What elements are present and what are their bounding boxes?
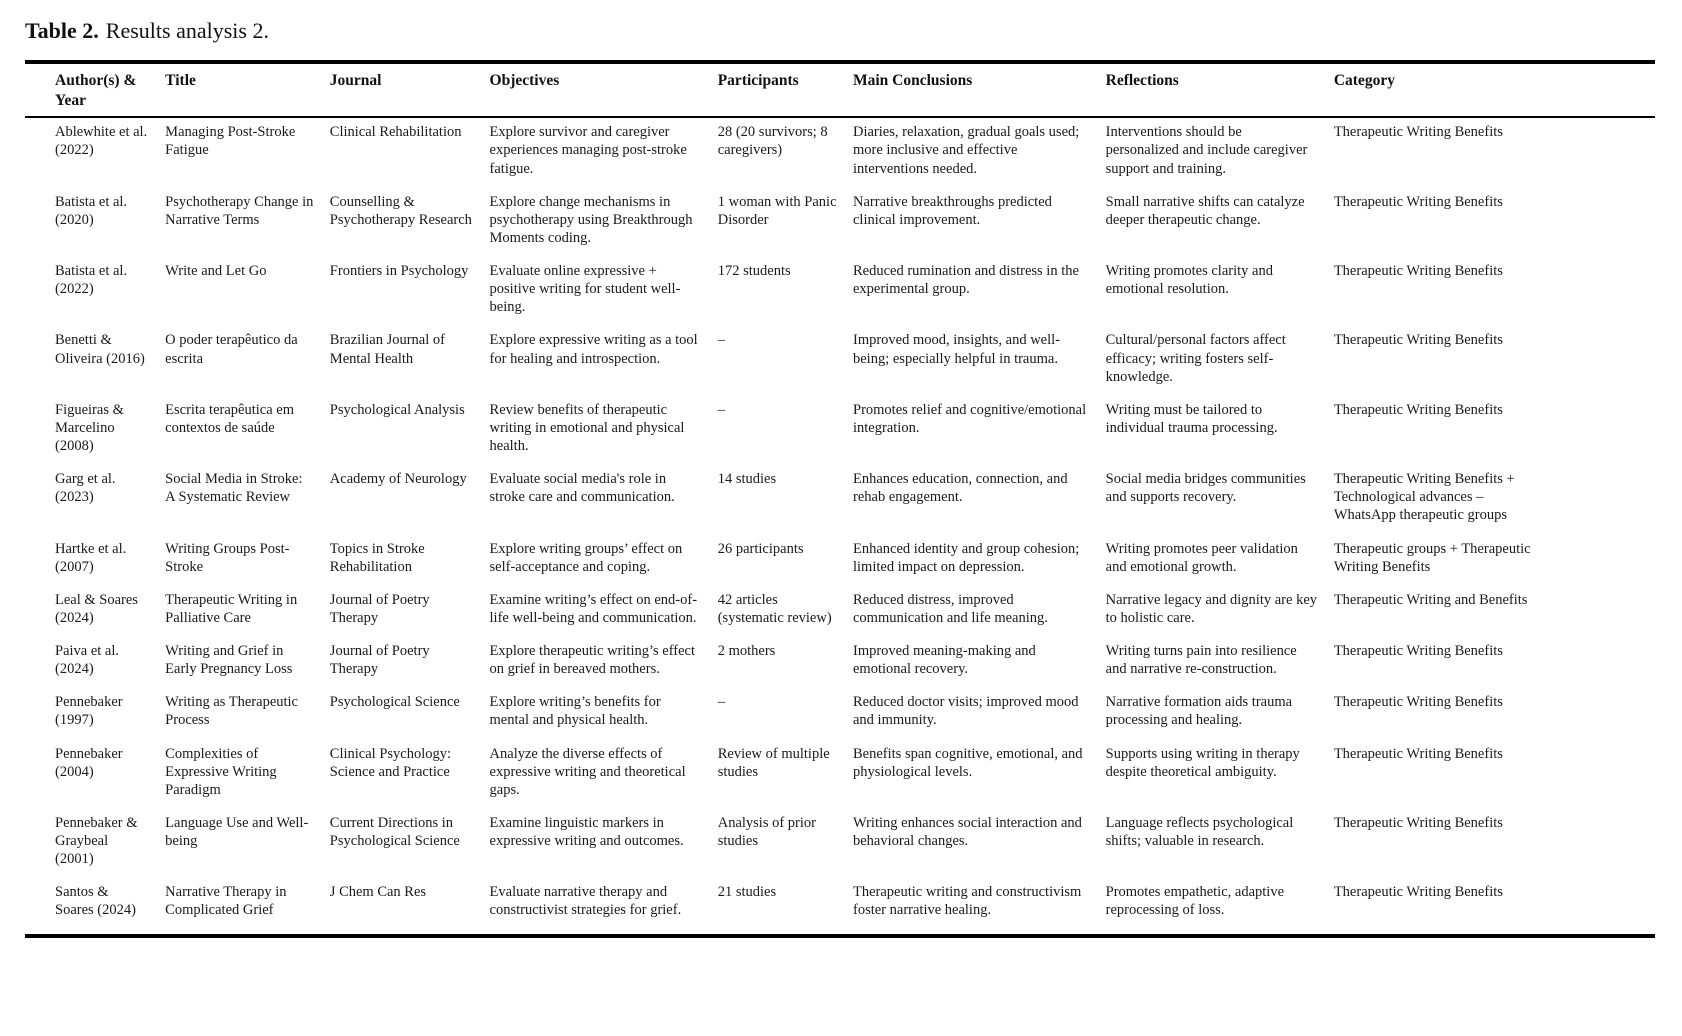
cell-conclusions: Improved meaning-making and emotional recovery. <box>853 643 1036 678</box>
table-caption <box>25 18 1655 44</box>
cell-objectives: Explore writing’s benefits for mental and physical health. <box>489 694 661 729</box>
cell-category: Therapeutic Writing Benefits <box>1333 814 1503 831</box>
cell-journal: Academy of Neurology <box>329 471 467 488</box>
table-row <box>25 188 1655 257</box>
cell-participants: – <box>717 694 725 711</box>
header-row <box>25 62 1655 117</box>
column-header-conclusions: Main Conclusions <box>853 62 1106 117</box>
cell-author: Ablewhite et al. (2022) <box>55 124 148 159</box>
table-row <box>25 117 1655 187</box>
cell-reflections: Promotes empathetic, adaptive reprocessing of loss. <box>1105 884 1285 919</box>
cell-author: Hartke et al. (2007) <box>55 540 127 575</box>
cell-conclusions: Promotes relief and cognitive/emotional integration. <box>853 401 1087 436</box>
cell-objectives: Explore therapeutic writing’s effect on grief in bereaved mothers. <box>489 643 696 678</box>
cell-participants: 28 (20 survivors; 8 caregivers) <box>717 124 828 159</box>
cell-participants: 26 participants <box>717 540 804 557</box>
column-header-title: Title <box>165 62 330 117</box>
table-row <box>25 740 1655 809</box>
cell-conclusions: Benefits span cognitive, emotional, and physiological levels. <box>853 745 1083 780</box>
cell-author: Benetti & Oliveira (2016) <box>55 332 145 367</box>
cell-journal: Journal of Poetry Therapy <box>329 591 430 626</box>
cell-conclusions: Improved mood, insights, and well-being; especially helpful in trauma. <box>853 332 1061 367</box>
table-body <box>25 117 1655 935</box>
cell-title: Escrita terapêutica em contextos de saúde <box>165 401 294 436</box>
cell-objectives: Review benefits of therapeutic writing in emotional and physical health. <box>489 401 685 455</box>
cell-title: Language Use and Well-being <box>165 814 309 850</box>
cell-conclusions: Writing enhances social interaction and behavioral changes. <box>853 814 1082 850</box>
column-header-objectives: Objectives <box>490 62 718 117</box>
caption-text: Results analysis 2. <box>105 18 269 43</box>
cell-objectives: Examine writing’s effect on end-of-life well-being and communication. <box>489 591 698 626</box>
cell-participants: Review of multiple studies <box>717 745 830 780</box>
cell-journal: Frontiers in Psychology <box>329 263 469 280</box>
cell-author: Figueiras & Marcelino (2008) <box>55 401 124 455</box>
cell-reflections: Social media bridges communities and supports recovery. <box>1105 471 1306 506</box>
cell-author: Pennebaker (1997) <box>55 694 123 729</box>
cell-title: Writing Groups Post-Stroke <box>165 540 290 575</box>
table-row <box>25 465 1655 534</box>
cell-author: Batista et al. (2020) <box>55 193 128 228</box>
table-row <box>25 586 1655 637</box>
cell-objectives: Evaluate online expressive + positive writing for student well-being. <box>489 263 681 316</box>
cell-author: Leal & Soares (2024) <box>55 591 138 626</box>
cell-reflections: Cultural/personal factors affect efficacy; writing fosters self-knowledge. <box>1105 332 1286 385</box>
cell-title: Writing as Therapeutic Process <box>165 694 298 729</box>
cell-journal: Journal of Poetry Therapy <box>329 643 430 678</box>
cell-title: Writing and Grief in Early Pregnancy Loss <box>165 643 293 678</box>
cell-journal: Clinical Psychology: Science and Practice <box>329 745 452 780</box>
cell-objectives: Evaluate social media's role in stroke care and communication. <box>489 471 675 506</box>
cell-reflections: Writing promotes peer validation and emotional growth. <box>1105 540 1298 575</box>
table-row <box>25 326 1655 395</box>
cell-category: Therapeutic Writing Benefits <box>1333 124 1503 141</box>
cell-objectives: Explore expressive writing as a tool for healing and introspection. <box>489 332 698 367</box>
column-header-journal: Journal <box>330 62 490 117</box>
table-row <box>25 257 1655 326</box>
table-header <box>25 62 1655 117</box>
cell-reflections: Interventions should be personalized and include caregiver support and training. <box>1105 124 1308 177</box>
cell-conclusions: Therapeutic writing and constructivism foster narrative healing. <box>853 884 1082 919</box>
cell-participants: 172 students <box>717 263 791 280</box>
cell-conclusions: Reduced doctor visits; improved mood and immunity. <box>853 694 1079 729</box>
cell-title: Complexities of Expressive Writing Paradigm <box>165 745 277 798</box>
cell-objectives: Explore writing groups’ effect on self-acceptance and coping. <box>489 540 683 575</box>
cell-reflections: Supports using writing in therapy despite theoretical ambiguity. <box>1105 745 1300 780</box>
cell-participants: Analysis of prior studies <box>717 814 816 850</box>
table-row <box>25 878 1655 935</box>
cell-author: Pennebaker & Graybeal (2001) <box>55 814 138 868</box>
cell-participants: – <box>717 332 725 349</box>
table-row <box>25 688 1655 739</box>
cell-title: Therapeutic Writing in Palliative Care <box>165 591 298 626</box>
table-row <box>25 809 1655 878</box>
cell-participants: 14 studies <box>717 471 777 488</box>
cell-journal: Current Directions in Psychological Science <box>329 814 460 850</box>
cell-title: O poder terapêutico da escrita <box>165 332 298 367</box>
results-table <box>25 60 1655 938</box>
cell-category: Therapeutic Writing Benefits <box>1333 263 1503 280</box>
cell-category: Therapeutic groups + Therapeutic Writing Benefits <box>1333 540 1531 575</box>
cell-author: Paiva et al. (2024) <box>55 643 120 678</box>
cell-objectives: Analyze the diverse effects of expressive writing and theoretical gaps. <box>489 745 686 798</box>
cell-objectives: Examine linguistic markers in expressive writing and outcomes. <box>489 814 684 850</box>
cell-reflections: Narrative legacy and dignity are key to holistic care. <box>1105 591 1318 626</box>
cell-journal: Brazilian Journal of Mental Health <box>329 332 445 367</box>
cell-reflections: Writing must be tailored to individual trauma processing. <box>1105 401 1278 436</box>
cell-journal: Clinical Rehabilitation <box>329 124 462 141</box>
cell-reflections: Writing promotes clarity and emotional resolution. <box>1105 263 1273 298</box>
caption-label: Table 2. <box>25 18 99 43</box>
cell-participants: 42 articles (systematic review) <box>717 591 832 626</box>
cell-title: Psychotherapy Change in Narrative Terms <box>165 193 314 228</box>
table-row <box>25 396 1655 465</box>
cell-participants: 2 mothers <box>717 643 776 660</box>
cell-title: Narrative Therapy in Complicated Grief <box>165 884 287 919</box>
cell-reflections: Small narrative shifts can catalyze deeper therapeutic change. <box>1105 193 1305 228</box>
cell-category: Therapeutic Writing Benefits <box>1333 401 1503 418</box>
cell-conclusions: Reduced rumination and distress in the experimental group. <box>853 263 1079 298</box>
cell-journal: Psychological Science <box>329 694 460 711</box>
cell-objectives: Explore survivor and caregiver experiences managing post-stroke fatigue. <box>489 124 687 177</box>
cell-author: Garg et al. (2023) <box>55 471 116 506</box>
cell-title: Write and Let Go <box>165 263 267 280</box>
cell-category: Therapeutic Writing Benefits <box>1333 332 1503 349</box>
cell-reflections: Language reflects psychological shifts; valuable in research. <box>1105 814 1294 850</box>
cell-title: Managing Post-Stroke Fatigue <box>165 124 296 159</box>
cell-category: Therapeutic Writing Benefits <box>1333 884 1503 901</box>
cell-participants: 21 studies <box>717 884 777 901</box>
cell-journal: Psychological Analysis <box>329 401 465 418</box>
cell-category: Therapeutic Writing Benefits <box>1333 694 1503 711</box>
cell-conclusions: Narrative breakthroughs predicted clinical improvement. <box>853 193 1052 228</box>
cell-journal: Topics in Stroke Rehabilitation <box>329 540 425 575</box>
table-row <box>25 535 1655 586</box>
cell-journal: J Chem Can Res <box>329 884 427 901</box>
cell-conclusions: Enhanced identity and group cohesion; limited impact on depression. <box>853 540 1080 575</box>
cell-author: Pennebaker (2004) <box>55 745 123 780</box>
table-row <box>25 637 1655 688</box>
cell-title: Social Media in Stroke: A Systematic Review <box>165 471 303 506</box>
cell-category: Therapeutic Writing Benefits <box>1333 643 1503 660</box>
cell-participants: 1 woman with Panic Disorder <box>717 193 837 228</box>
column-header-participants: Participants <box>718 62 853 117</box>
cell-reflections: Narrative formation aids trauma processing and healing. <box>1105 694 1293 729</box>
column-header-category: Category <box>1334 62 1655 117</box>
cell-category: Therapeutic Writing Benefits <box>1333 745 1503 762</box>
cell-conclusions: Enhances education, connection, and rehab engagement. <box>853 471 1068 506</box>
column-header-reflections: Reflections <box>1106 62 1334 117</box>
cell-objectives: Explore change mechanisms in psychotherapy using Breakthrough Moments coding. <box>489 193 693 246</box>
column-header-author: Author(s) & Year <box>25 62 165 117</box>
cell-category: Therapeutic Writing and Benefits <box>1333 591 1528 608</box>
cell-author: Santos & Soares (2024) <box>55 884 136 919</box>
cell-conclusions: Diaries, relaxation, gradual goals used; more inclusive and effective interventions needed. <box>853 124 1080 177</box>
cell-conclusions: Reduced distress, improved communication and life meaning. <box>853 591 1048 626</box>
cell-participants: – <box>717 401 725 418</box>
cell-category: Therapeutic Writing Benefits + Technological advances – WhatsApp therapeutic groups <box>1333 471 1515 524</box>
cell-reflections: Writing turns pain into resilience and narrative re-construction. <box>1105 643 1297 678</box>
cell-category: Therapeutic Writing Benefits <box>1333 193 1503 210</box>
cell-author: Batista et al. (2022) <box>55 263 128 298</box>
cell-journal: Counselling & Psychotherapy Research <box>329 193 472 228</box>
cell-objectives: Evaluate narrative therapy and constructivist strategies for grief. <box>489 884 682 919</box>
